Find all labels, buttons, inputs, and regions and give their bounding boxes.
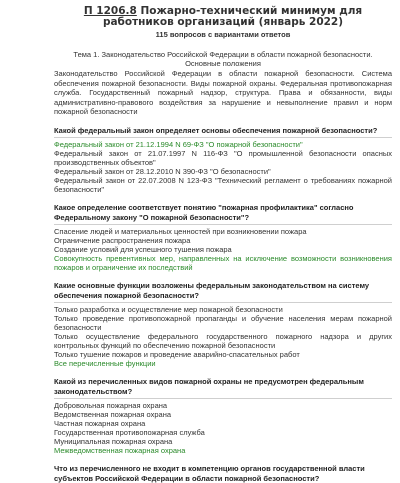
question-block <box>54 281 392 368</box>
answer-option: Ограничение распространения пожара <box>54 236 392 245</box>
question-text: Какой федеральный закон определяет основы обеспечения пожарной безопасности? <box>54 126 392 136</box>
answer-option: Муниципальная пожарная охрана <box>54 437 392 446</box>
document-subtitle: 115 вопросов с вариантами ответов <box>54 30 392 39</box>
answer-list <box>54 224 392 272</box>
answer-option-correct: Совокупность превентивных мер, направленных на исключение возможности возникновения пожаров и ограничение их последствий <box>54 254 392 272</box>
document-title-text: Пожарно-технический минимум для работников организаций (январь 2022) <box>103 5 362 28</box>
answer-option: Федеральный закон от 28.12.2010 N 390-ФЗ "О безопасности" <box>54 167 392 176</box>
answer-option: Спасение людей и материальных ценностей при возникновении пожара <box>54 227 392 236</box>
answer-option: Только разработка и осуществление мер пожарной безопасности <box>54 305 392 314</box>
question-text: Какой из перечисленных видов пожарной охраны не предусмотрен федеральным законодательством? <box>54 377 392 396</box>
answer-option: Только осуществление федерального государственного пожарного надзора и других контрольных функций по обеспечению пожарной безопасности <box>54 332 392 350</box>
answer-list <box>54 398 392 455</box>
answer-option: Только проведение противопожарной пропаганды и обучение населения мерам пожарной безопасности <box>54 314 392 332</box>
topic-heading-line: Основные положения <box>54 59 392 68</box>
question-list <box>54 126 392 483</box>
document-code-link[interactable]: П 1206.8 <box>84 5 137 17</box>
answer-option-correct: Все перечисленные функции <box>54 359 392 368</box>
question-text: Какие основные функции возложены федеральным законодательством на систему обеспечения пожарной безопасности? <box>54 281 392 300</box>
question-block <box>54 126 392 195</box>
answer-list <box>54 302 392 368</box>
question-block <box>54 377 392 455</box>
answer-option: Только тушение пожаров и проведение аварийно-спасательных работ <box>54 350 392 359</box>
answer-option-correct: Федеральный закон от 21.12.1994 N 69-ФЗ "О пожарной безопасности" <box>54 140 392 149</box>
answer-list <box>54 137 392 194</box>
answer-option: Создание условий для успешного тушения пожара <box>54 245 392 254</box>
answer-option: Федеральный закон от 21.07.1997 N 116-ФЗ "О промышленной безопасности опасных производственных объектов" <box>54 149 392 167</box>
answer-option: Ведомственная пожарная охрана <box>54 410 392 419</box>
topic-heading <box>54 50 392 68</box>
question-block <box>54 464 392 483</box>
answer-option-correct: Межведомственная пожарная охрана <box>54 446 392 455</box>
question-block <box>54 203 392 272</box>
answer-option: Частная пожарная охрана <box>54 419 392 428</box>
answer-option: Государственная противопожарная служба <box>54 428 392 437</box>
document-title <box>54 6 392 28</box>
question-text: Что из перечисленного не входит в компетенцию органов государственной власти субъектов Российской Федерации в области пожарной безопасности? <box>54 464 392 483</box>
answer-option: Федеральный закон от 22.07.2008 N 123-ФЗ "Технический регламент о требованиях пожарной безопасности" <box>54 176 392 194</box>
question-text: Какое определение соответствует понятию "пожарная профилактика" согласно Федеральному закону "О пожарной безопасности"? <box>54 203 392 222</box>
topic-intro: Законодательство Российской Федерации в области пожарной безопасности. Система обеспечения пожарной безопасности. Виды пожарной охраны. Федеральная противопожарная служба. Государственный пожарный надзор, структура. Права и обязанности, виды административно-правового воздействия за нарушение и невыполнение правил и норм пожарной безопасности <box>54 69 392 117</box>
answer-option: Добровольная пожарная охрана <box>54 401 392 410</box>
topic-heading-line: Тема 1. Законодательство Российской Федерации в области пожарной безопасности. <box>54 50 392 59</box>
